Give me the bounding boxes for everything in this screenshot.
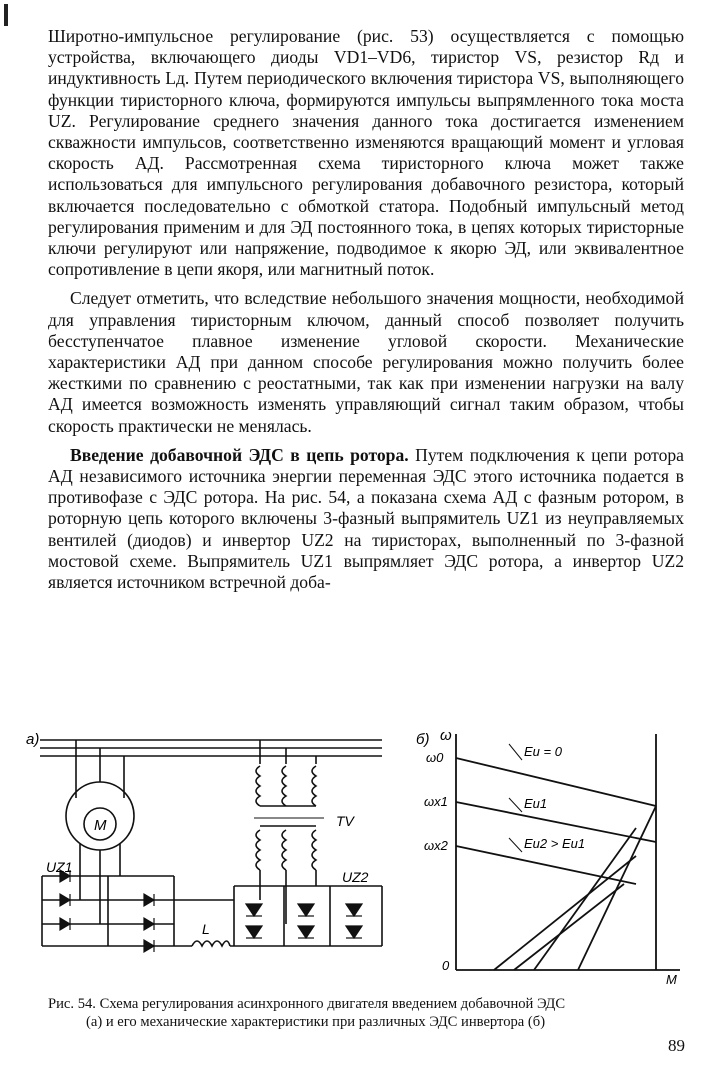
thyristor-5 [298,926,314,938]
tv-primary-1 [256,766,260,806]
diode-4 [144,918,154,930]
label-b: б) [416,731,430,748]
motor-label: M [94,817,107,834]
figure-54 [24,726,688,988]
curve-eu-0 [456,758,656,806]
curve3-label: Eи2 > Eи1 [524,836,586,851]
paragraph-1: Широтно-импульсное регулирование (рис. 53) осуществляется с помощью устройства, включающего диоды VD1–VD6, тиристор VS, резистор Rд и индуктивность Lд. Путем периодического включения тиристора VS, выполняющего функции тиристорного ключа, формируются импульсы выпрямленного тока моста UZ. Регулирование среднего значения данного тока достигается изменением скважности импульсов, соответственно изменяются вращающий момент и угловая скорость АД. Рассмотренная схема тиристорного ключа может также использоваться для импульсного регулирования добавочного резистора, который включается последовательно с обмоткой статора. Подобный импульсный метод регулирования применим и для ЭД постоянного тока, в цепях которых тиристорные ключи регулируют или напряжение, подводимое к якорю ЭД, или эквивалентное сопротивление в цепи якоря, или магнитный поток. [48,26,684,280]
curve1-label: Eи = 0 [524,744,562,759]
diode-2 [144,894,154,906]
thyristor-4 [246,926,262,938]
omega-label: ω [440,727,452,744]
page-number: 89 [668,1036,685,1055]
transformer-label: TV [336,813,354,829]
thyristor-2 [298,904,314,916]
rectifier-label: UZ1 [46,859,73,875]
thyristor-3 [346,904,362,916]
figure-drawing [24,726,688,988]
omega-x1-label: ωх1 [424,794,448,809]
caption-line-2: (а) и его механические характеристики при различных ЭДС инвертора (б) [86,1014,546,1030]
thyristor-1 [246,904,262,916]
body-text [48,26,684,601]
inductor-coil [192,941,230,946]
paragraph-3-heading: Введение добавочной ЭДС в цепь ротора. [70,444,409,465]
inductor-label: L [202,921,210,937]
paragraph-3 [48,445,684,593]
diode-6 [144,940,154,952]
omega-x2-label: ωх2 [424,838,448,853]
diode-1 [60,894,70,906]
diode-3 [60,918,70,930]
curve2-label: Eи1 [524,796,548,811]
tv-secondary-1 [256,830,260,870]
paragraph-3-body: Путем подключения к цепи ротора АД независимого источника энергии переменная ЭДС этого источника подается в противофазе с ЭДС ротора. На рис. 54, а показана схема АД с фазным ротором, в роторную цепь которого включены 3-фазный выпрямитель UZ1 из неуправляемых вентилей (диодов) и инвертор UZ2 на тиристорах, выполненный по 3-фазной мостовой схеме. Выпрямитель UZ1 выпрямляет ЭДС ротора, а инвертор UZ2 является источником встречной доба- [48,444,684,593]
paragraph-2: Следует отметить, что вследствие небольшого значения мощности, необходимой для управления тиристорным ключом, данный способ позволяет получить бесступенчатое плавное изменение угловой скорости. Механические характеристики АД при данном способе регулирования можно получить более жесткими по сравнению с реостатными, так как при изменении нагрузки на валу АД имеется возможность изменять управляющий сигнал таким образом, чтобы скорость практически не менялась. [48,288,684,436]
axis-m-label: M [666,972,677,987]
zero-label: 0 [442,958,450,973]
label-a: а) [26,731,40,748]
inverter-label: UZ2 [342,869,369,885]
thyristor-6 [346,926,362,938]
figure-caption [48,995,684,1031]
scan-mark [4,4,8,26]
caption-line-1: Рис. 54. Схема регулирования асинхронного двигателя введением добавочной ЭДС [48,996,566,1012]
omega0-label: ω0 [426,750,444,765]
